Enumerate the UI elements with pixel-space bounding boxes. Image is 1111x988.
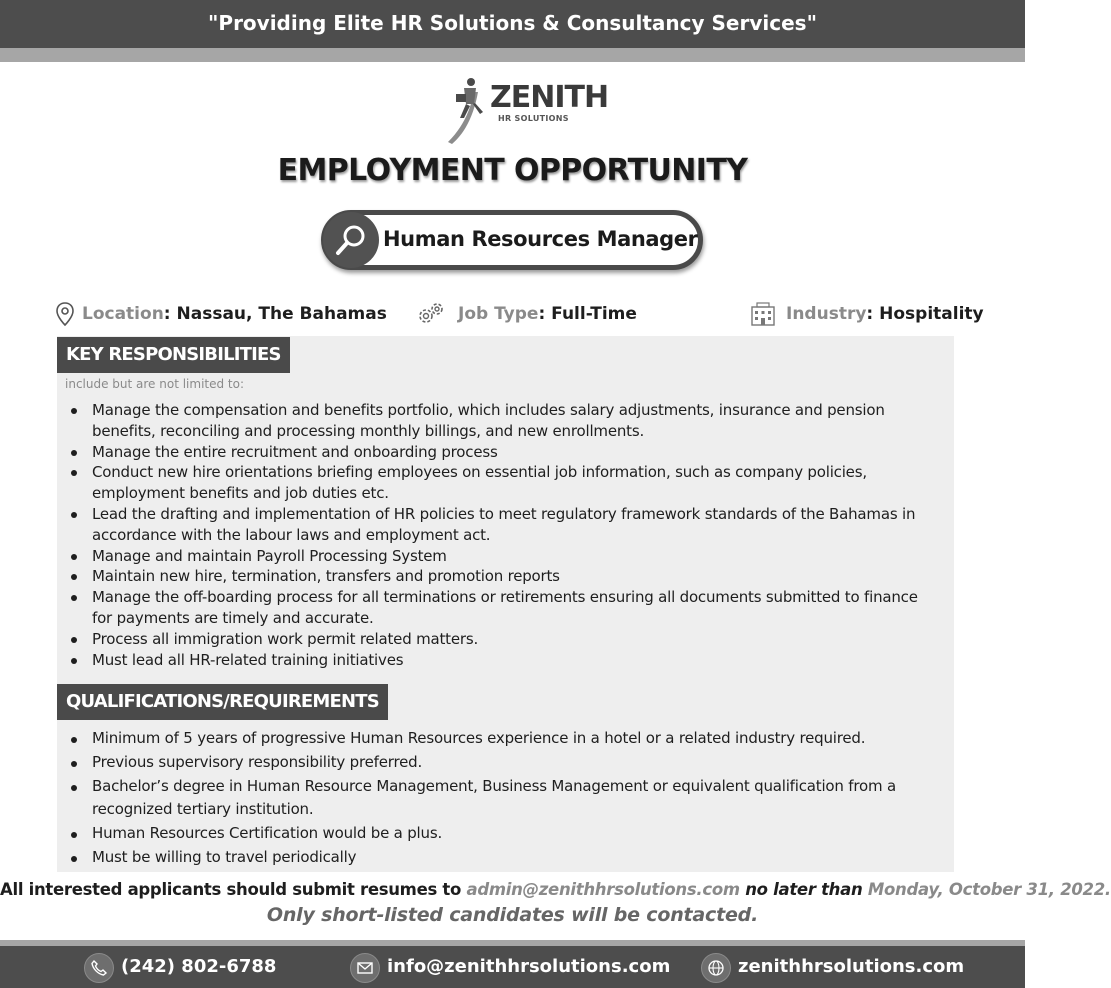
location-pin-icon bbox=[55, 301, 75, 327]
footer-website-url: zenithhrsolutions.com bbox=[738, 956, 965, 977]
list-item: Conduct new hire orientations briefing employees on essential job information, such as company policies, employment benefits and job duties etc. bbox=[92, 462, 942, 504]
list-item: Manage the compensation and benefits portfolio, which includes salary adjustments, insurance and pension benefits, reconciling and processing monthly billings, and new enrollments. bbox=[92, 400, 942, 442]
list-item: Process all immigration work permit related matters. bbox=[92, 629, 942, 650]
job-type-label: Job Type bbox=[458, 304, 539, 324]
job-type-value: Full-Time bbox=[551, 304, 637, 324]
gears-icon bbox=[414, 301, 448, 327]
qualifications-list bbox=[92, 727, 942, 870]
list-item: Must lead all HR-related training initiatives bbox=[92, 650, 942, 671]
deadline-text: no later than bbox=[745, 880, 863, 899]
list-item: Lead the drafting and implementation of HR policies to meet regulatory framework standards of the Bahamas in accordance with the labour laws and employment act. bbox=[92, 504, 942, 546]
responsibilities-list bbox=[92, 400, 942, 670]
list-item: Previous supervisory responsibility preferred. bbox=[92, 751, 942, 775]
company-logo bbox=[440, 74, 609, 148]
logo-subtitle: HR SOLUTIONS bbox=[498, 114, 569, 123]
apply-email-link[interactable]: admin@zenithhrsolutions.com bbox=[466, 880, 740, 899]
list-item: Manage the off-boarding process for all terminations or retirements ensuring all documents submitted to finance for payments are timely and accurate. bbox=[92, 587, 942, 629]
location-label: Location bbox=[82, 304, 164, 324]
contact-footer bbox=[0, 946, 1025, 988]
list-item: Human Resources Certification would be a plus. bbox=[92, 822, 942, 846]
job-title: Human Resources Manager bbox=[383, 227, 698, 251]
globe-icon bbox=[707, 959, 725, 977]
list-item: Maintain new hire, termination, transfers and promotion reports bbox=[92, 566, 942, 587]
list-item: Must be willing to travel periodically bbox=[92, 846, 942, 870]
apply-lead: All interested applicants should submit resumes to bbox=[0, 880, 462, 899]
apply-instructions bbox=[0, 880, 1111, 899]
responsibilities-note: include but are not limited to: bbox=[65, 377, 245, 391]
logo-wordmark: ZENITH bbox=[490, 80, 609, 115]
responsibilities-heading: KEY RESPONSIBILITIES bbox=[57, 337, 290, 373]
list-item: Bachelor’s degree in Human Resource Management, Business Management or equivalent qualification from a recognized tertiary institution. bbox=[92, 775, 942, 823]
shortlist-note: Only short-listed candidates will be contacted. bbox=[266, 904, 759, 926]
page-headline: EMPLOYMENT OPPORTUNITY bbox=[277, 153, 748, 188]
phone-icon bbox=[90, 959, 108, 977]
tagline-text: "Providing Elite HR Solutions & Consultancy Services" bbox=[207, 11, 817, 35]
tagline-banner bbox=[0, 0, 1025, 48]
footer-email-address: info@zenithhrsolutions.com bbox=[387, 956, 671, 977]
location-value: Nassau, The Bahamas bbox=[176, 304, 387, 324]
magnifier-badge bbox=[323, 212, 379, 268]
deadline-date: Monday, October 31, 2022. bbox=[867, 880, 1111, 899]
job-title-pill bbox=[321, 210, 703, 270]
hotel-icon bbox=[749, 301, 777, 327]
qualifications-heading: QUALIFICATIONS/REQUIREMENTS bbox=[57, 684, 388, 720]
header-divider bbox=[0, 48, 1025, 62]
footer-phone-number: (242) 802-6788 bbox=[121, 956, 277, 977]
envelope-icon bbox=[356, 959, 374, 977]
magnifier-icon bbox=[333, 222, 369, 258]
list-item: Minimum of 5 years of progressive Human Resources experience in a hotel or a related industry required. bbox=[92, 727, 942, 751]
industry-label: Industry bbox=[786, 304, 867, 324]
industry-value: Hospitality bbox=[879, 304, 984, 324]
list-item: Manage the entire recruitment and onboarding process bbox=[92, 442, 942, 463]
list-item: Manage and maintain Payroll Processing System bbox=[92, 546, 942, 567]
